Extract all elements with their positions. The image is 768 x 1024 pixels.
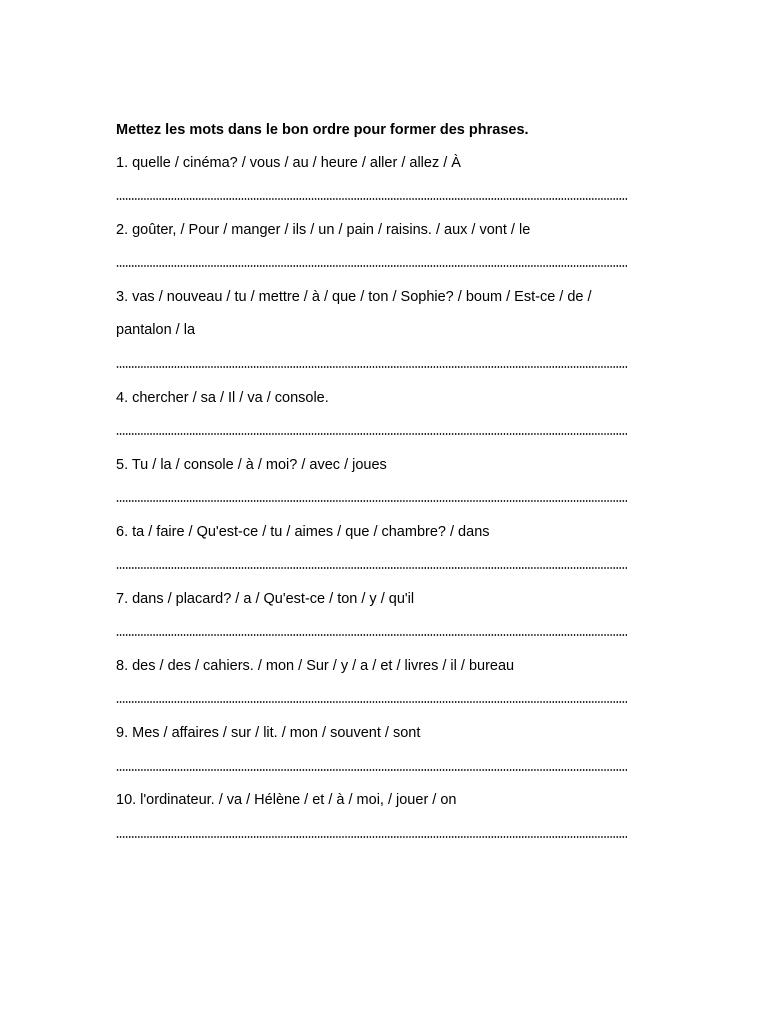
answer-line-1 xyxy=(116,198,627,200)
answer-line-8 xyxy=(116,701,627,703)
answer-line-6 xyxy=(116,567,627,569)
exercise-item-2: 2. goûter, / Pour / manger / ils / un / pain / raisins. / aux / vont / le xyxy=(116,222,531,238)
answer-line-10 xyxy=(116,836,627,838)
exercise-item-8: 8. des / des / cahiers. / mon / Sur / y / a / et / livres / il / bureau xyxy=(116,658,515,674)
exercise-item-7: 7. dans / placard? / a / Qu'est-ce / ton / y / qu'il xyxy=(116,591,415,607)
exercise-item-5: 5. Tu / la / console / à / moi? / avec / joues xyxy=(116,457,387,473)
answer-line-3 xyxy=(116,366,627,368)
exercise-item-3: 3. vas / nouveau / tu / mettre / à / que / ton / Sophie? / boum / Est-ce / de / xyxy=(116,289,592,305)
answer-line-5 xyxy=(116,500,627,502)
answer-line-4 xyxy=(116,433,627,435)
exercise-item-6: 6. ta / faire / Qu'est-ce / tu / aimes / que / chambre? / dans xyxy=(116,524,490,540)
exercise-item-3-continued: pantalon / la xyxy=(116,322,196,338)
answer-line-9 xyxy=(116,769,627,771)
worksheet-title: Mettez les mots dans le bon ordre pour former des phrases. xyxy=(116,122,529,138)
exercise-item-4: 4. chercher / sa / Il / va / console. xyxy=(116,390,329,406)
exercise-item-9: 9. Mes / affaires / sur / lit. / mon / souvent / sont xyxy=(116,725,421,741)
answer-line-2 xyxy=(116,265,627,267)
answer-line-7 xyxy=(116,634,627,636)
exercise-item-10: 10. l'ordinateur. / va / Hélène / et / à / moi, / jouer / on xyxy=(116,792,457,808)
exercise-item-1: 1. quelle / cinéma? / vous / au / heure / aller / allez / À xyxy=(116,155,461,171)
